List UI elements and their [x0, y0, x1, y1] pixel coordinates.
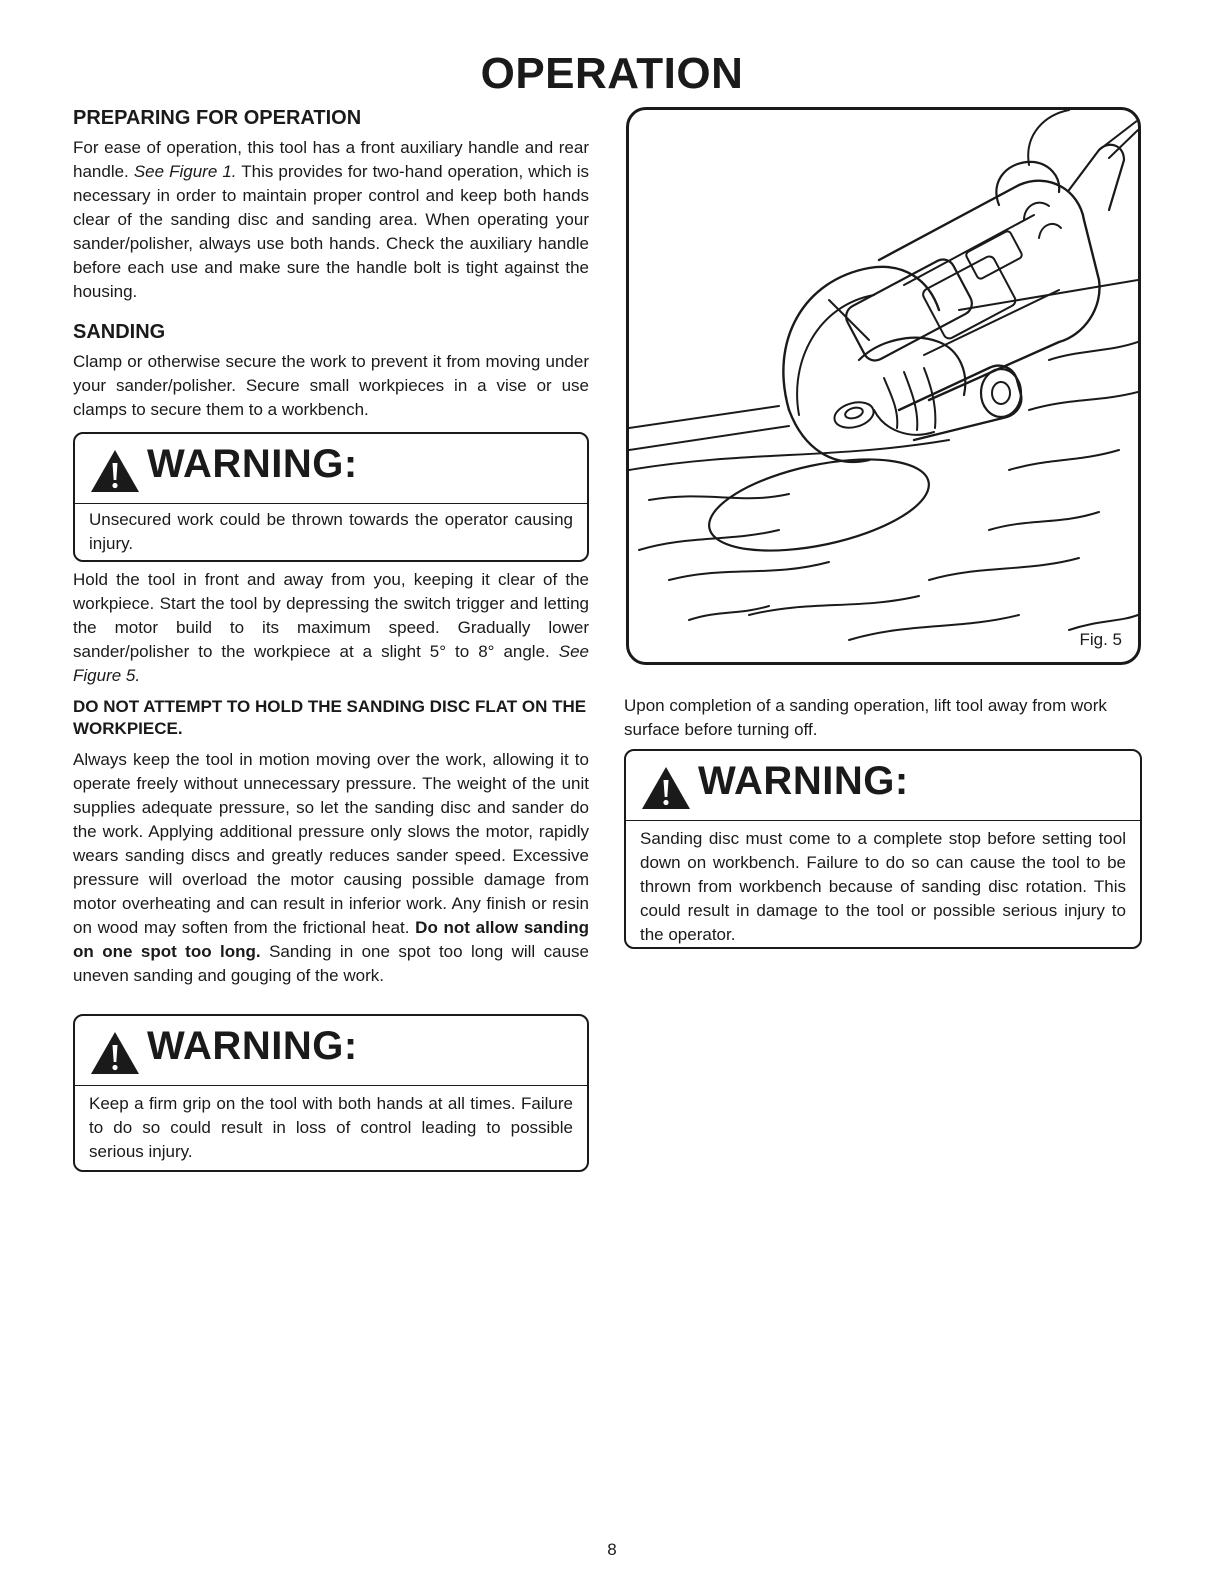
left-column-lower: [73, 568, 589, 988]
hold-text: Hold the tool in front and away from you, keeping it clear of the workpiece. Start the tool by depressing the switch trigger and letting the motor build to its maximum speed. Gradually lower sander/polisher to the workpiece at a slight 5° to 8° angle.: [73, 570, 589, 661]
warning-box-unsecured-work: [73, 432, 589, 562]
warning-header: [89, 434, 573, 504]
warning-divider: [75, 503, 587, 504]
motion-text-2: Sanding in one spot too long will cause uneven sanding and gouging of the work.: [73, 942, 589, 985]
motion-paragraph: [73, 748, 589, 988]
page-number: 8: [607, 1540, 617, 1559]
warning-triangle-icon: [640, 765, 692, 811]
sander-illustration: [629, 110, 1138, 662]
figure-label: Fig. 5: [1079, 630, 1122, 649]
motion-text-1: Always keep the tool in motion moving over the work, allowing it to operate freely without unnecessary pressure. The weight of the unit supplies adequate pressure, so let the sanding disc and sander do the work. Applying additional pressure only slows the motor, rapidly wears sanding discs and greatly reduces sander speed. Excessive pressure will overload the motor causing possible damage from motor overheating and can result in inferior work. Any finish or resin on wood may soften from the frictional heat.: [73, 750, 589, 937]
motion-bold-warning: Do not allow sanding on one spot too long.: [73, 918, 589, 961]
warning-text: Unsecured work could be thrown towards the operator causing injury.: [89, 510, 573, 553]
caution-statement: DO NOT ATTEMPT TO HOLD THE SANDING DISC FLAT ON THE WORKPIECE.: [73, 697, 587, 738]
warning-title: WARNING:: [698, 759, 909, 803]
preparing-heading: PREPARING FOR OPERATION: [73, 107, 362, 129]
warning-title: WARNING:: [147, 1024, 358, 1068]
warning-triangle-icon: [89, 448, 141, 494]
figure-1-reference: See Figure 1.: [133, 162, 237, 181]
warning-divider: [75, 1085, 587, 1086]
preparing-text-2: This provides for two-hand operation, which is necessary in order to maintain proper control and keep both hands clear of the sanding disc and sanding area. When operating your sander/polisher, always use both hands. Check the auxiliary handle before each use and make sure the handle bolt is tight against the housing.: [73, 162, 590, 301]
warning-text: Sanding disc must come to a complete stop before setting tool down on workbench. Failure to do so can cause the tool to be thrown from workbench because of sanding disc rotation. This could result in damage to the tool or possible serious injury to the operator.: [640, 829, 1126, 944]
left-column: [73, 106, 589, 422]
warning-divider: [626, 820, 1140, 821]
warning-triangle-icon: [89, 1030, 141, 1076]
warning-header: [640, 751, 1126, 821]
warning-header: [89, 1016, 573, 1086]
completion-paragraph: Upon completion of a sanding operation, lift tool away from work surface before turning off.: [624, 696, 1107, 739]
warning-box-firm-grip: [73, 1014, 589, 1172]
hold-paragraph: [73, 568, 589, 688]
preparing-text-1: For ease of operation, this tool has a front auxiliary handle and rear handle.: [73, 138, 589, 181]
sanding-paragraph: Clamp or otherwise secure the work to prevent it from moving under your sander/polisher. Secure small workpieces in a vise or use clamps to secure them to a workbench.: [73, 352, 589, 419]
figure-5-reference: See Figure 5.: [73, 642, 589, 685]
warning-title: WARNING:: [147, 442, 358, 486]
preparing-paragraph: [73, 136, 589, 304]
figure-5: [626, 107, 1141, 665]
sanding-heading: SANDING: [73, 321, 166, 343]
page-title: OPERATION: [480, 49, 744, 98]
warning-text: Keep a firm grip on the tool with both hands at all times. Failure to do so could result in loss of control leading to possible serious injury.: [89, 1094, 573, 1161]
warning-box-disc-stop: [624, 749, 1142, 949]
